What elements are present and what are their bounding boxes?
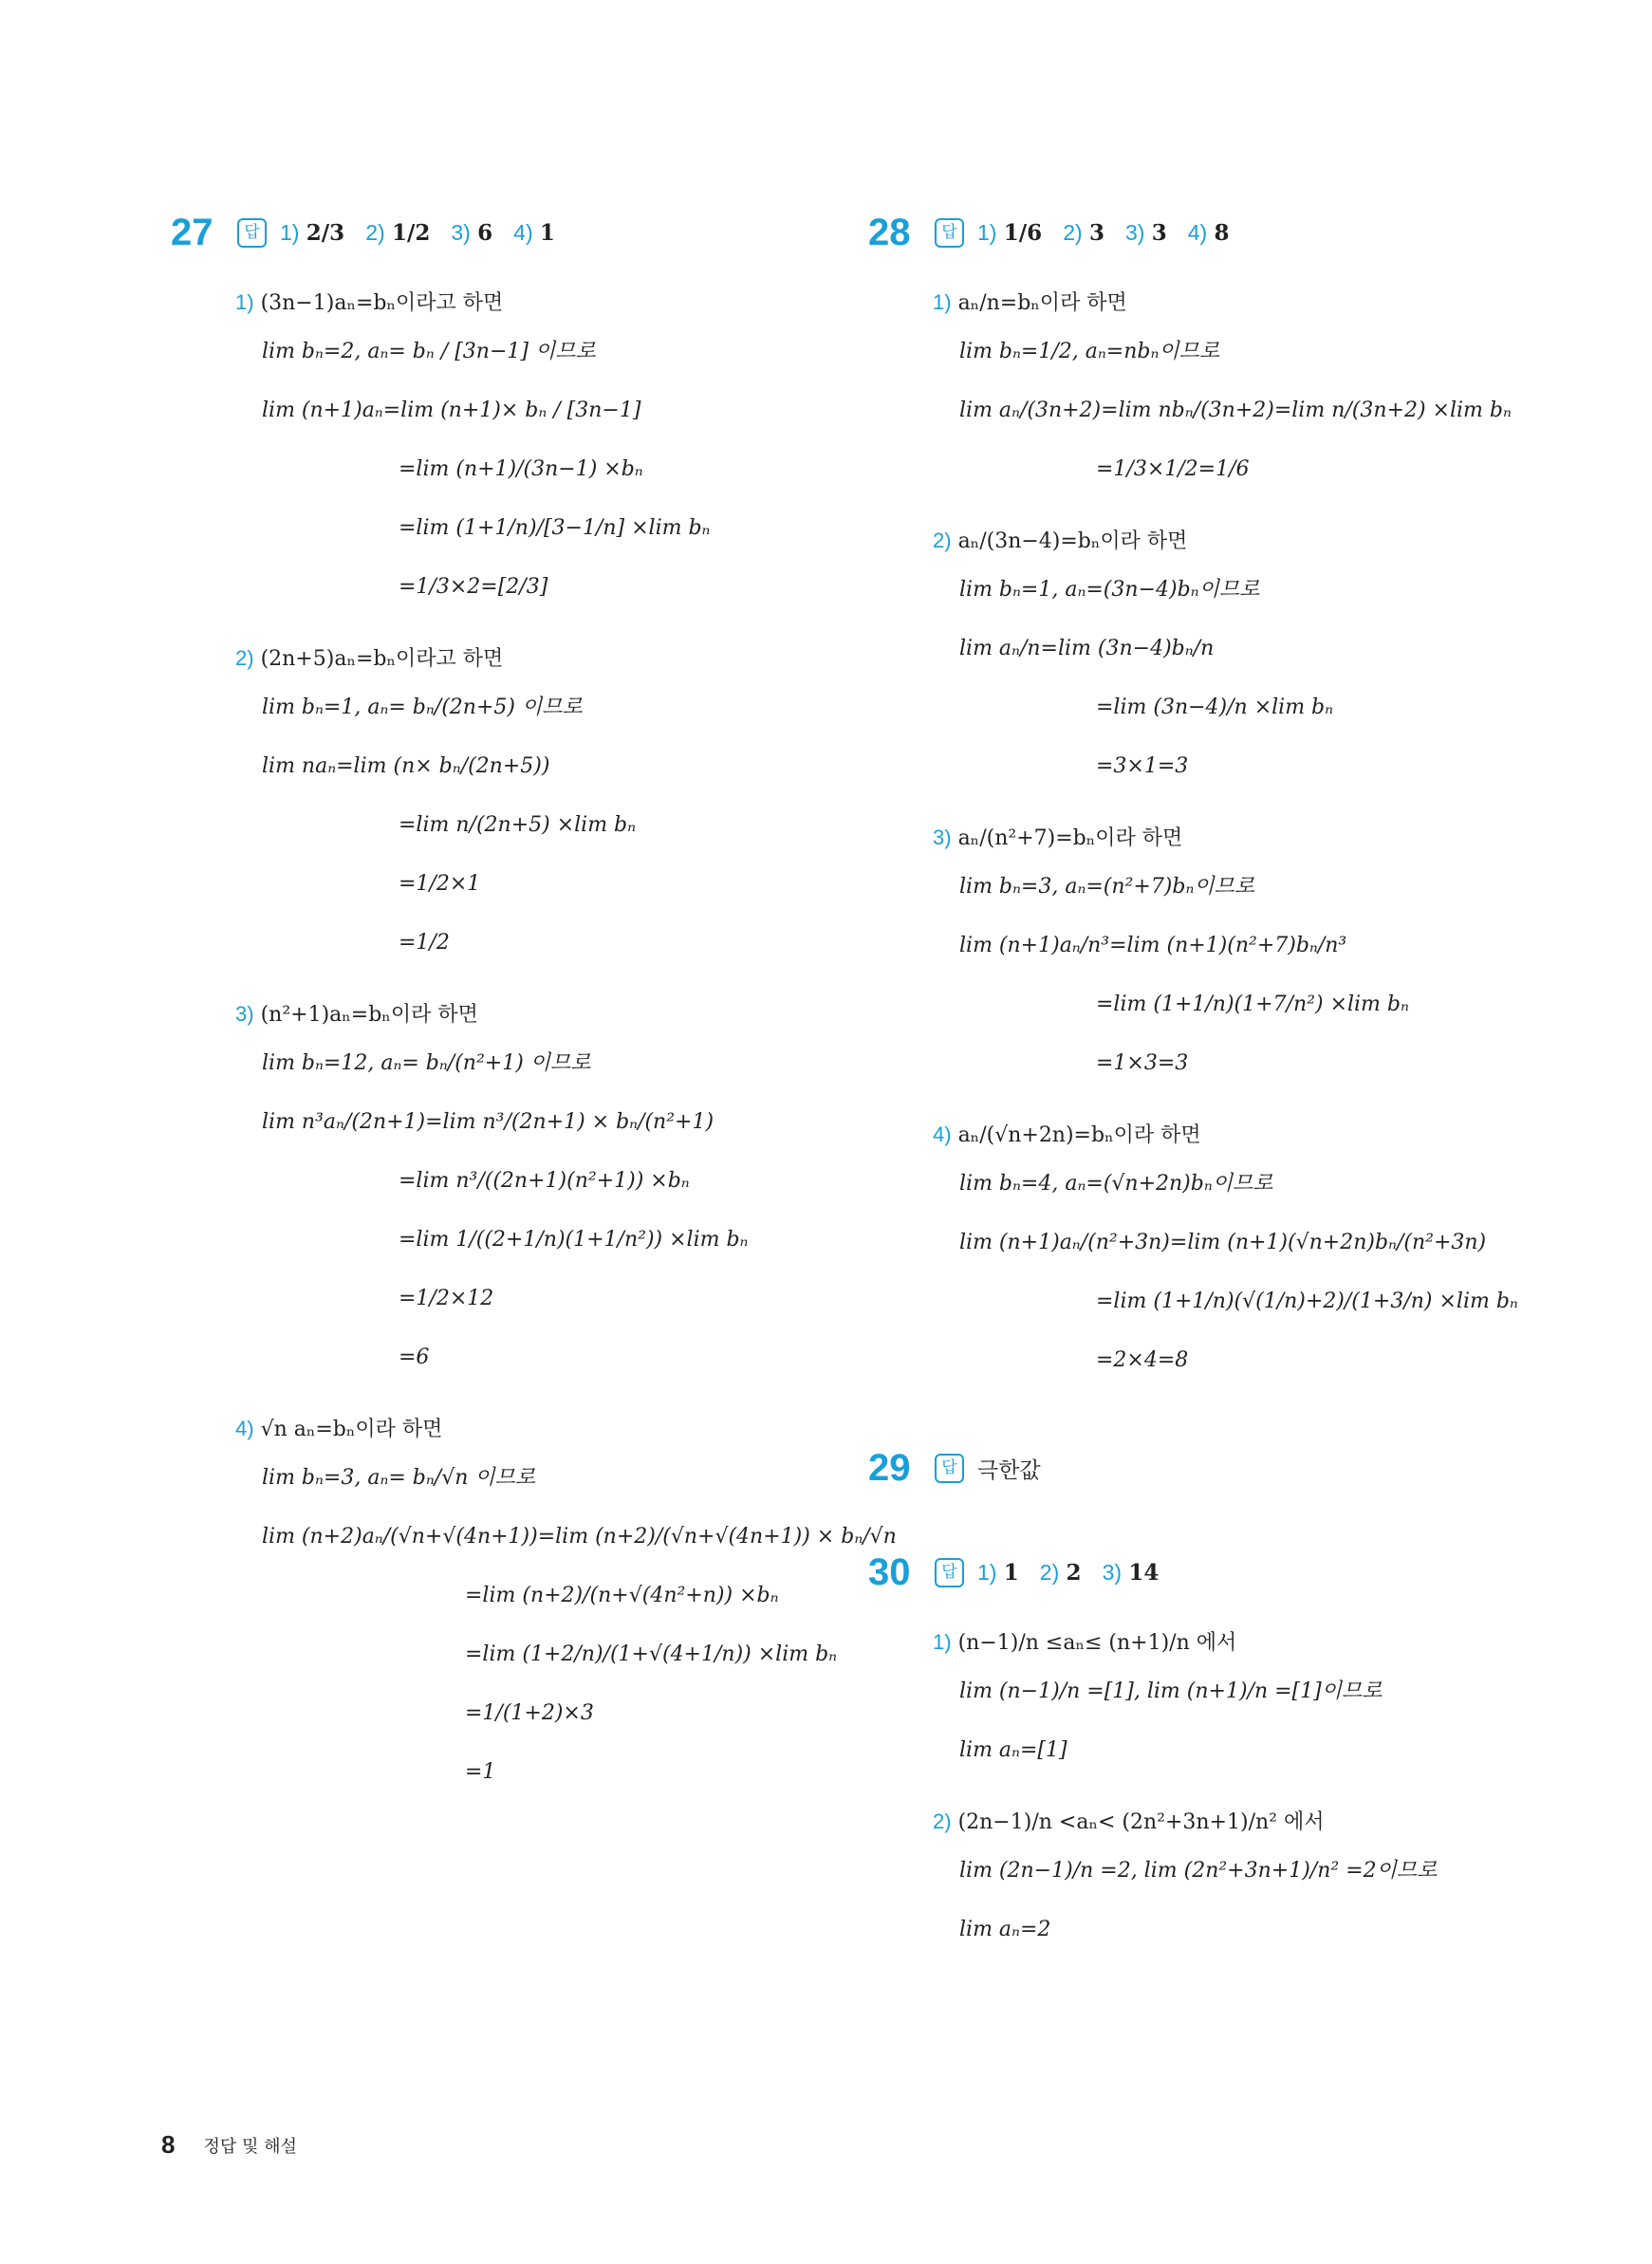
math-line: lim (2n−1)/n =2, lim (2n²+3n+1)/n² =2이므로 bbox=[959, 1859, 1438, 1883]
math-line: lim (n+1)aₙ/n³=lim (n+1)(n²+7)bₙ/n³ bbox=[959, 934, 1347, 957]
left-column bbox=[171, 204, 897, 1802]
footer-label: 정답 및 해설 bbox=[203, 2136, 297, 2157]
answer-item: 3) 3 bbox=[1124, 219, 1167, 246]
math-line: =2×4=8 bbox=[1096, 1348, 1189, 1372]
math-line: =lim (1+1/n)(√(1/n)+2)/(1+3/n) ×lim bₙ bbox=[1096, 1290, 1518, 1313]
math-line: =1/2×12 bbox=[399, 1287, 494, 1310]
solution-part bbox=[171, 995, 892, 1387]
answer-badge: 답 bbox=[935, 1558, 964, 1587]
math-line: =lim (n+2)/(n+√(4n²+n)) ×bₙ bbox=[465, 1584, 779, 1607]
part-heading: 3) (n²+1)aₙ=bₙ이라 하면 bbox=[235, 1002, 478, 1027]
math-line: lim bₙ=3, aₙ=(n²+7)bₙ이므로 bbox=[959, 875, 1255, 899]
math-line: =6 bbox=[399, 1345, 430, 1369]
problem-29-header bbox=[868, 1439, 1589, 1496]
solution-part bbox=[171, 1410, 897, 1802]
math-line: lim n³aₙ/(2n+1)=lim n³/(2n+1) × bₙ/(n²+1) bbox=[262, 1110, 715, 1134]
part-heading: 2) (2n−1)/n <aₙ< (2n²+3n+1)/n² 에서 bbox=[933, 1809, 1325, 1834]
part-heading: 4) aₙ/(√n+2n)=bₙ이라 하면 bbox=[933, 1123, 1201, 1147]
math-line: =lim (1+1/n)/[3−1/n] ×lim bₙ bbox=[399, 516, 711, 540]
math-line: lim (n+2)aₙ/(√n+√(4n+1))=lim (n+2)/(√n+√(4n+1)) × bₙ/√n bbox=[262, 1525, 897, 1549]
part-heading: 2) aₙ/(3n−4)=bₙ이라 하면 bbox=[933, 529, 1188, 553]
math-line: lim (n+1)aₙ/(n²+3n)=lim (n+1)(√n+2n)bₙ/(n²+3n) bbox=[959, 1231, 1487, 1254]
answer-item: 4) 8 bbox=[1187, 219, 1230, 246]
answer-item: 3) 14 bbox=[1102, 1559, 1160, 1586]
math-line: lim aₙ=[1] bbox=[959, 1738, 1067, 1762]
solution-part bbox=[868, 1624, 1589, 1780]
math-line: =lim (1+1/n)(1+7/n²) ×lim bₙ bbox=[1096, 993, 1409, 1016]
answer-item: 1) 1/6 bbox=[977, 219, 1043, 246]
part-heading: 4) √n aₙ=bₙ이라 하면 bbox=[235, 1417, 443, 1441]
problem-30-header bbox=[868, 1544, 1589, 1601]
math-line: lim bₙ=1, aₙ=(3n−4)bₙ이므로 bbox=[959, 578, 1260, 602]
answer-item: 2) 1/2 bbox=[365, 219, 431, 246]
part-heading: 1) (3n−1)aₙ=bₙ이라고 하면 bbox=[235, 290, 504, 315]
math-line: =1/2 bbox=[399, 931, 450, 955]
math-line: lim bₙ=12, aₙ= bₙ/(n²+1) 이므로 bbox=[262, 1051, 591, 1075]
math-line: =lim 1/((2+1/n)(1+1/n²)) ×lim bₙ bbox=[399, 1228, 749, 1252]
math-line: lim (n+1)aₙ=lim (n+1)× bₙ / [3n−1] bbox=[262, 399, 641, 422]
solution-part bbox=[868, 1116, 1589, 1390]
math-line: lim aₙ/(3n+2)=lim nbₙ/(3n+2)=lim n/(3n+2) ×lim bₙ bbox=[959, 399, 1512, 422]
math-line: lim bₙ=2, aₙ= bₙ / [3n−1] 이므로 bbox=[262, 340, 596, 363]
math-line: lim bₙ=1/2, aₙ=nbₙ이므로 bbox=[959, 340, 1220, 363]
math-line: =3×1=3 bbox=[1096, 754, 1189, 778]
solution-part bbox=[171, 640, 892, 973]
answer-item: 2) 2 bbox=[1039, 1559, 1082, 1586]
right-column bbox=[868, 204, 1589, 1959]
math-line: =1/3×2=[2/3] bbox=[399, 575, 548, 599]
answer-item: 1) 2/3 bbox=[280, 219, 345, 246]
solution-part bbox=[868, 819, 1589, 1093]
math-line: =1/2×1 bbox=[399, 872, 481, 896]
problem-number: 29 bbox=[868, 1446, 911, 1489]
math-line: =lim n/(2n+5) ×lim bₙ bbox=[399, 813, 637, 837]
math-line: lim bₙ=1, aₙ= bₙ/(2n+5) 이므로 bbox=[262, 696, 583, 719]
part-heading: 3) aₙ/(n²+7)=bₙ이라 하면 bbox=[933, 826, 1183, 850]
math-line: lim naₙ=lim (n× bₙ/(2n+5)) bbox=[262, 754, 550, 778]
solution-part bbox=[868, 1803, 1589, 1959]
answer-item: 1) 1 bbox=[977, 1559, 1019, 1586]
solution-part bbox=[171, 284, 892, 617]
math-line: lim aₙ/n=lim (3n−4)bₙ/n bbox=[959, 637, 1215, 660]
math-line: =lim (3n−4)/n ×lim bₙ bbox=[1096, 696, 1334, 719]
answer-badge: 답 bbox=[237, 218, 267, 248]
problem-number: 28 bbox=[868, 211, 911, 253]
math-line: =1 bbox=[465, 1760, 496, 1784]
math-line: =1/(1+2)×3 bbox=[465, 1701, 594, 1725]
math-line: =1/3×1/2=1/6 bbox=[1096, 457, 1250, 481]
solution-part bbox=[868, 284, 1589, 499]
answer-item: 4) 1 bbox=[513, 219, 555, 246]
answer-item: 3) 6 bbox=[451, 219, 493, 246]
answer-badge: 답 bbox=[935, 218, 964, 248]
part-heading: 1) aₙ/n=bₙ이라 하면 bbox=[933, 290, 1127, 315]
math-line: =lim n³/((2n+1)(n²+1)) ×bₙ bbox=[399, 1169, 690, 1193]
page-number: 8 bbox=[161, 2130, 176, 2159]
problem-27-header bbox=[171, 204, 892, 261]
page-footer bbox=[161, 2130, 297, 2160]
part-heading: 2) (2n+5)aₙ=bₙ이라고 하면 bbox=[235, 646, 504, 671]
math-line: =1×3=3 bbox=[1096, 1051, 1189, 1075]
solution-part bbox=[868, 522, 1589, 796]
math-line: =lim (1+2/n)/(1+√(4+1/n)) ×lim bₙ bbox=[465, 1642, 838, 1666]
answer-text: 극한값 bbox=[977, 1457, 1041, 1483]
answer-item: 2) 3 bbox=[1063, 219, 1104, 246]
problem-28-header bbox=[868, 204, 1589, 261]
problem-number: 27 bbox=[171, 211, 213, 253]
math-line: lim bₙ=4, aₙ=(√n+2n)bₙ이므로 bbox=[959, 1172, 1273, 1196]
math-line: lim bₙ=3, aₙ= bₙ/√n 이므로 bbox=[262, 1466, 536, 1490]
math-line: lim (n−1)/n =[1], lim (n+1)/n =[1]이므로 bbox=[959, 1679, 1383, 1703]
problem-number: 30 bbox=[868, 1550, 911, 1593]
answer-badge: 답 bbox=[935, 1454, 964, 1483]
math-line: =lim (n+1)/(3n−1) ×bₙ bbox=[399, 457, 643, 481]
part-heading: 1) (n−1)/n ≤aₙ≤ (n+1)/n 에서 bbox=[933, 1630, 1237, 1655]
math-line: lim aₙ=2 bbox=[959, 1918, 1051, 1941]
